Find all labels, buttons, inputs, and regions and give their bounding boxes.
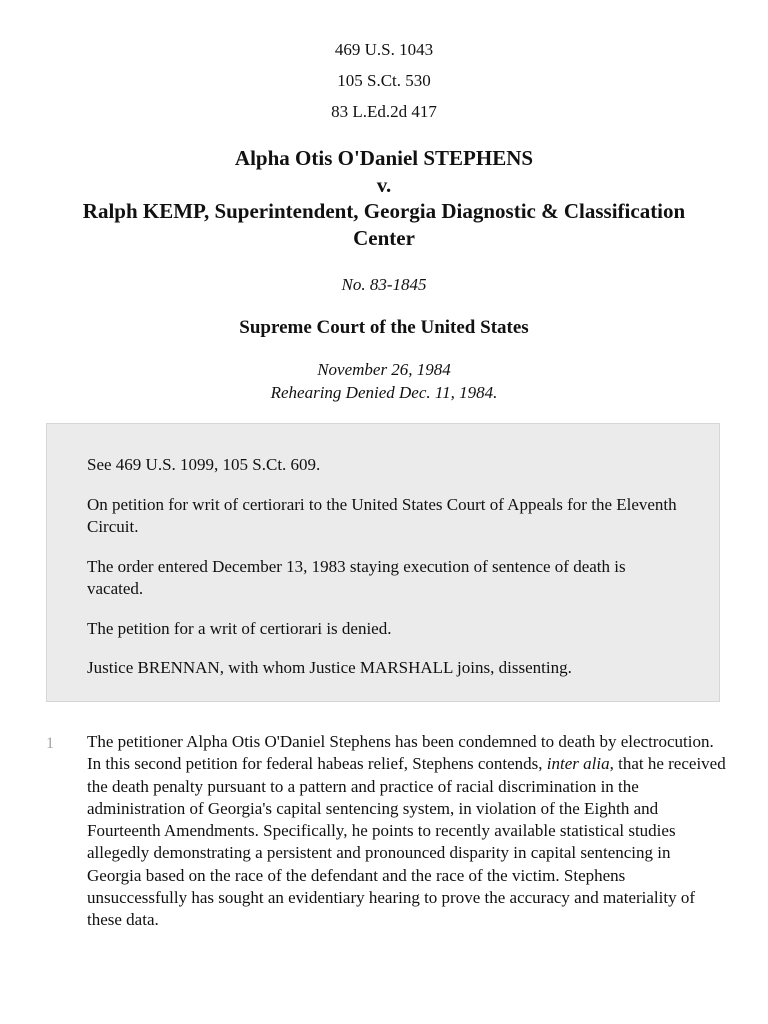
related-citation: See 469 U.S. 1099, 105 S.Ct. 609. — [87, 455, 321, 474]
preliminary-box — [46, 423, 720, 702]
disposition: The petition for a writ of certiorari is denied. — [87, 618, 392, 638]
stay-order: The order entered December 13, 1983 staying execution of sentence of death is vacated. — [87, 556, 626, 598]
petitioner-name: Alpha Otis O'Daniel STEPHENS — [234, 146, 534, 170]
petition-description: On petition for writ of certiorari to the United States Court of Appeals for the Eleventh Circuit. — [87, 494, 677, 536]
citation-supreme-court-reporter: 105 S.Ct. 530 — [337, 71, 431, 90]
decision-date: November 26, 1984 — [317, 360, 451, 379]
citation-block — [0, 34, 768, 127]
respondent-name: Ralph KEMP, Superintendent, Georgia Diagnostic & Classification Center — [82, 199, 686, 250]
paragraph-text-end: , that he received the death penalty pursuant to a pattern and practice of racial discrimination in the administration of Georgia's capital sentencing system, in violation of the Eighth and Fourteenth Amendments. Specifically, he points to recently available statistical studies allegedly demonstrating a persistent and pronounced disparity in capital sentencing in Georgia based on the race of the defendant and the race of the victim. Stephens unsuccessfully has sought an evidentiary hearing to prove the accuracy and materiality of these data. — [87, 754, 726, 930]
court-name: Supreme Court of the United States — [239, 317, 529, 338]
rehearing-note: Rehearing Denied Dec. 11, 1984. — [270, 382, 498, 402]
paragraph-text — [87, 731, 727, 932]
citation-lawyers-edition: 83 L.Ed.2d 417 — [331, 102, 437, 121]
paragraph-text-start: The petitioner Alpha Otis O'Daniel Stephens has been condemned to death by electrocution. In this second petition for federal habeas relief, Stephens contends, — [87, 732, 714, 774]
versus-label: v. — [376, 172, 392, 197]
paragraph-text-italic: inter alia — [546, 754, 610, 774]
paragraph-number: 1 — [46, 735, 54, 752]
dissent-note: Justice BRENNAN, with whom Justice MARSHALL joins, dissenting. — [87, 658, 572, 677]
case-caption — [60, 145, 708, 251]
docket-number: No. 83-1845 — [341, 275, 427, 294]
citation-us-reports: 469 U.S. 1043 — [334, 40, 434, 59]
date-block — [0, 359, 768, 404]
